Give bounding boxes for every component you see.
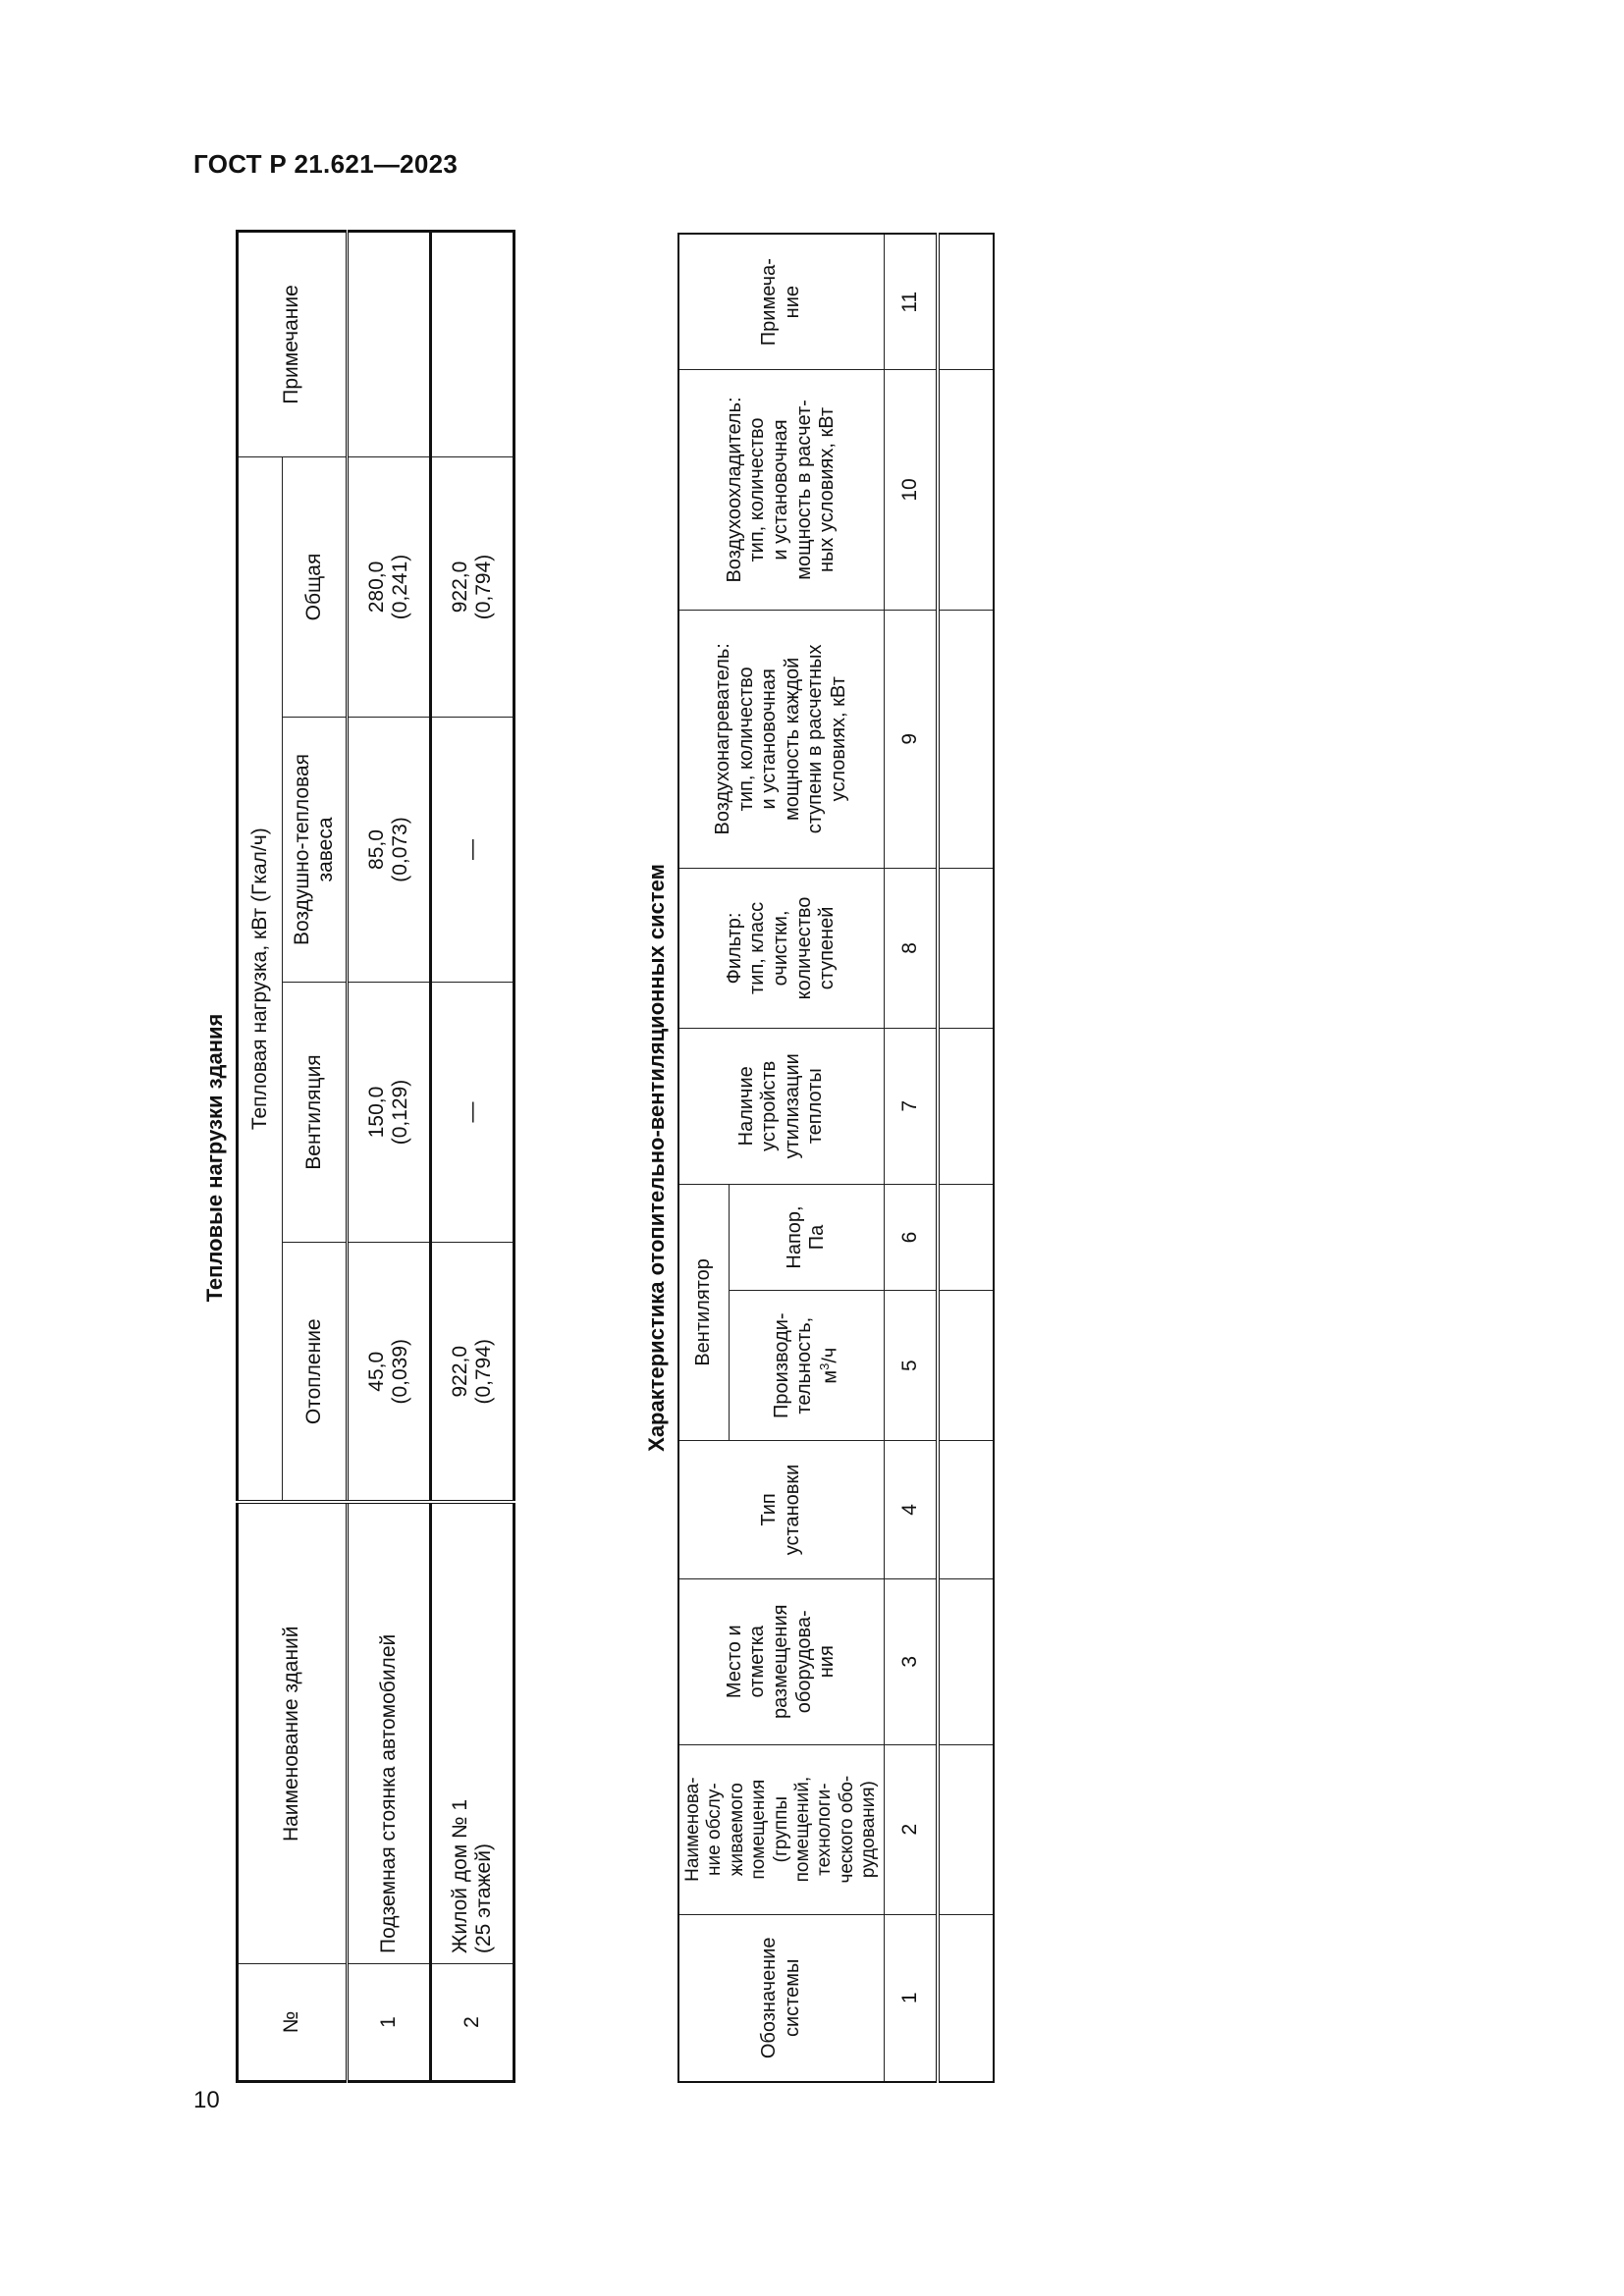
capacity-superscript: 3 — [816, 1362, 832, 1370]
capacity-label: Производи- тельность, м — [770, 1312, 841, 1418]
heat-loads-title: Тепловые нагрузки здания — [202, 1013, 227, 1303]
col-header-cooler: Воздухоохладитель: тип, количество и установочная мощность в расчет- ных условиях, кВт — [678, 370, 884, 610]
col-header-location: Место и отметка размещения оборудова- ния — [678, 1578, 884, 1744]
col-header-filter: Фильтр: тип, класс очистки, количество ступеней — [678, 869, 884, 1029]
hvac-systems-table — [677, 233, 995, 2083]
empty-cell — [938, 1744, 994, 1914]
cell-note — [348, 231, 431, 456]
empty-cell — [938, 610, 994, 868]
empty-cell — [938, 1028, 994, 1184]
empty-cell — [938, 869, 994, 1029]
col-header-heating: Отопление — [283, 1243, 348, 1503]
col-header-heat-load: Тепловая нагрузка, кВт (Гкал/ч) — [238, 456, 283, 1502]
empty-cell — [938, 1291, 994, 1441]
heat-loads-section — [194, 233, 495, 2083]
col-header-unit-type: Тип установки — [678, 1441, 884, 1579]
hvac-systems-title: Характеристика отопительно-вентиляционных систем — [644, 864, 669, 1452]
col-header-ventilation: Вентиляция — [283, 983, 348, 1243]
col-header-capacity — [730, 1291, 884, 1441]
empty-cell — [938, 1441, 994, 1579]
document-header: ГОСТ Р 21.621—2023 — [193, 149, 459, 179]
hvac-systems-section — [636, 233, 1049, 2083]
empty-cell — [938, 234, 994, 370]
column-number: 4 — [884, 1441, 938, 1579]
cell-heating: 922,0 (0,794) — [431, 1243, 514, 1503]
cell-heating: 45,0 (0,039) — [348, 1243, 431, 1503]
empty-cell — [938, 1184, 994, 1291]
cell-name: Подземная стоянка автомобилей — [348, 1503, 431, 1964]
col-header-system: Обозначение системы — [678, 1914, 884, 2082]
col-header-note: Примечание — [238, 231, 348, 456]
cell-air-curtain: — — [431, 718, 514, 983]
column-number: 9 — [884, 610, 938, 868]
col-header-total: Общая — [283, 456, 348, 717]
cell-total: 280,0 (0,241) — [348, 456, 431, 717]
col-header-fan: Вентилятор — [678, 1184, 730, 1440]
cell-ventilation: 150,0 (0,129) — [348, 983, 431, 1243]
col-header-heater: Воздухонагреватель: тип, количество и установочная мощность каждой ступени в расчетных условиях, кВт — [678, 610, 884, 868]
col-header-room: Наименова- ние обслу- живаемого помещения (группы помещений, технологи- ческого обо- рудования) — [678, 1744, 884, 1914]
cell-ventilation: — — [431, 983, 514, 1243]
heat-loads-table — [236, 230, 515, 2083]
col-header-note: Примеча- ние — [678, 234, 884, 370]
column-number: 1 — [884, 1914, 938, 2082]
table-row — [431, 231, 514, 2081]
column-number: 10 — [884, 370, 938, 610]
col-header-name: Наименование зданий — [238, 1503, 348, 1964]
column-number: 7 — [884, 1028, 938, 1184]
empty-row — [938, 234, 994, 2082]
cell-name: Жилой дом № 1 (25 этажей) — [431, 1503, 514, 1964]
col-header-num: № — [238, 1964, 348, 2082]
col-header-heat-recovery: Наличие устройств утилизации теплоты — [678, 1028, 884, 1184]
column-number: 5 — [884, 1291, 938, 1441]
empty-cell — [938, 370, 994, 610]
column-number-row — [884, 234, 938, 2082]
capacity-unit: /ч — [819, 1347, 841, 1363]
empty-cell — [938, 1914, 994, 2082]
page-number: 10 — [193, 2087, 220, 2113]
column-number: 3 — [884, 1578, 938, 1744]
column-number: 8 — [884, 869, 938, 1029]
column-number: 2 — [884, 1744, 938, 1914]
column-number: 6 — [884, 1184, 938, 1291]
cell-air-curtain: 85,0 (0,073) — [348, 718, 431, 983]
table-row — [348, 231, 431, 2081]
cell-note — [431, 231, 514, 456]
col-header-air-curtain: Воздушно-тепловая завеса — [283, 718, 348, 983]
column-number: 11 — [884, 234, 938, 370]
cell-total: 922,0 (0,794) — [431, 456, 514, 717]
col-header-pressure: Напор, Па — [730, 1184, 884, 1291]
empty-cell — [938, 1578, 994, 1744]
cell-num: 2 — [431, 1964, 514, 2082]
cell-num: 1 — [348, 1964, 431, 2082]
